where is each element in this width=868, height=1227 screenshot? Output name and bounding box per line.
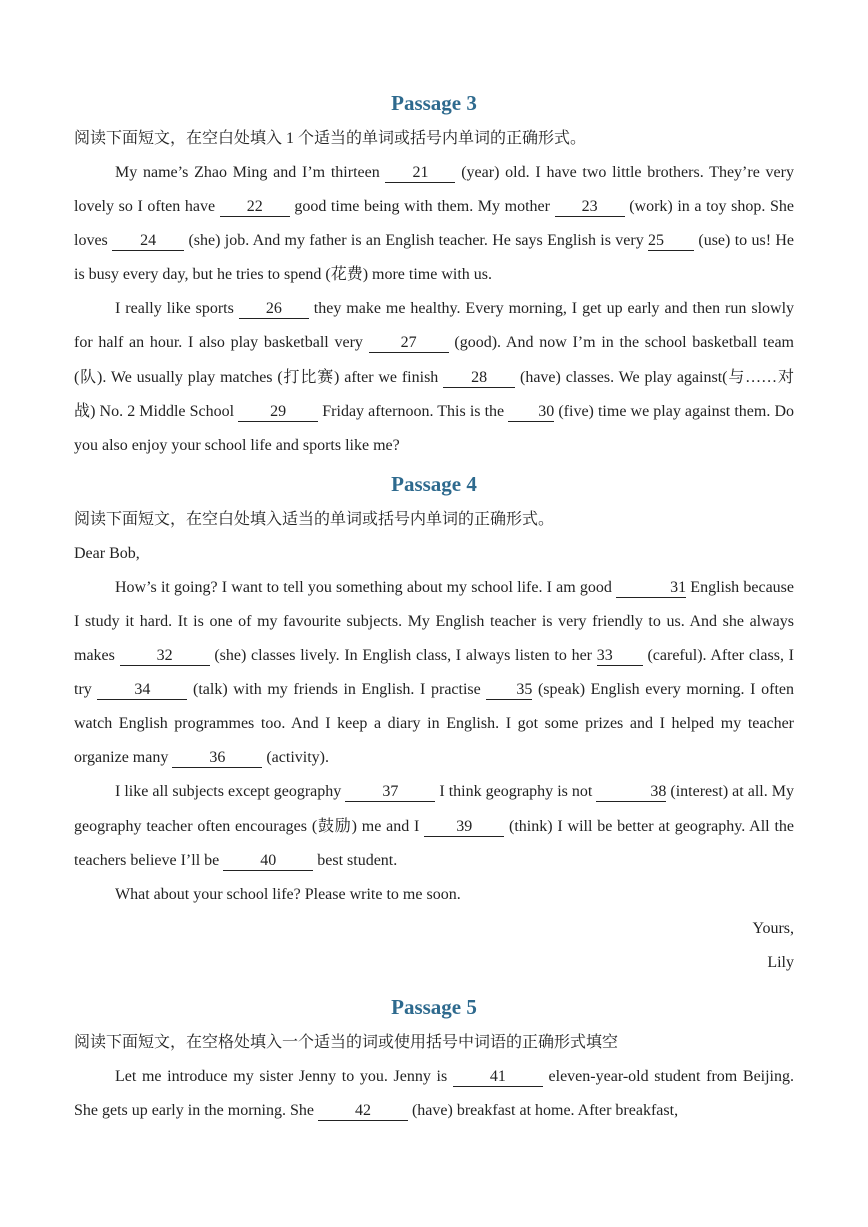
blank-41[interactable]: 41 — [453, 1067, 543, 1087]
worksheet-page — [74, 88, 794, 1128]
letter-greeting: Dear Bob, — [74, 544, 140, 562]
letter-signature: Lily — [767, 953, 794, 971]
blank-32[interactable]: 32 — [120, 646, 210, 666]
blank-37[interactable]: 37 — [345, 782, 435, 802]
blank-28[interactable]: 28 — [443, 368, 515, 388]
blank-29[interactable]: 29 — [238, 402, 318, 422]
passage-paragraph: I really like sports 26 they make me healthy. Every morning, I get up early and then run slowly for half an hour. I also play basketball very 27 (good). And now I’m in the school basketball team (队). We usually play matches (打比赛) after we finish 28 (have) classes. We play against(与……对战) No. 2 Middle School 29 Friday afternoon. This is the 30 (five) time we play against them. Do you also enjoy your school life and sports like me? — [74, 300, 795, 454]
blank-30[interactable]: 30 — [508, 402, 554, 422]
blank-35[interactable]: 35 — [486, 680, 532, 700]
blank-36[interactable]: 36 — [172, 748, 262, 768]
passage-paragraph: My name’s Zhao Ming and I’m thirteen 21 (year) old. I have two little brothers. They’re very lovely so I often have 22 good time being with them. My mother 23 (work) in a toy shop. She loves 24 (she) job. And my father is an English teacher. He says English is very 25 (use) to us! He is busy every day, but he tries to spend (花费) more time with us. — [74, 164, 795, 284]
passage-paragraph: What about your school life? Please write to me soon. — [115, 885, 461, 903]
blank-24[interactable]: 24 — [112, 231, 184, 251]
blank-42[interactable]: 42 — [318, 1101, 408, 1121]
blank-33[interactable]: 33 — [597, 646, 643, 666]
blank-38[interactable]: 38 — [596, 782, 666, 802]
blank-39[interactable]: 39 — [424, 817, 504, 837]
passage-instruction: 阅读下面短文，在空白处填入 1 个适当的单词或括号内单词的正确形式。 — [74, 130, 587, 147]
letter-closing: Yours, — [752, 919, 794, 937]
blank-34[interactable]: 34 — [97, 680, 187, 700]
blank-27[interactable]: 27 — [369, 333, 449, 353]
passage-title: Passage 5 — [391, 994, 477, 1019]
blank-21[interactable]: 21 — [385, 163, 455, 183]
passage-title: Passage 4 — [391, 471, 477, 496]
blank-40[interactable]: 40 — [223, 851, 313, 871]
passage-instruction: 阅读下面短文，在空格处填入一个适当的词或使用括号中词语的正确形式填空 — [74, 1033, 619, 1051]
passage-3 — [74, 88, 794, 463]
passage-4 — [74, 469, 794, 980]
blank-26[interactable]: 26 — [239, 299, 309, 319]
passage-title: Passage 3 — [391, 91, 477, 115]
passage-5 — [74, 992, 794, 1128]
blank-23[interactable]: 23 — [555, 197, 625, 217]
blank-22[interactable]: 22 — [220, 197, 290, 217]
blank-25[interactable]: 25 — [648, 231, 694, 251]
blank-31[interactable]: 31 — [616, 578, 686, 598]
passage-paragraph: I like all subjects except geography 37 I think geography is not 38 (interest) at all. My geography teacher often encourages (鼓励) me and I 39 (think) I will be better at geography. All the teachers believe I’ll be 40 best student. — [74, 783, 795, 869]
passage-instruction: 阅读下面短文，在空白处填入适当的单词或括号内单词的正确形式。 — [74, 510, 555, 528]
passage-paragraph: Let me introduce my sister Jenny to you. Jenny is 41 eleven-year-old student from Beijing. She gets up early in the morning. She 42 (have) breakfast at home. After breakfast, — [74, 1067, 795, 1119]
passage-paragraph: How’s it going? I want to tell you something about my school life. I am good 31 English because I study it hard. It is one of my favourite subjects. My English teacher is very friendly to us. And she always makes 32 (she) classes lively. In English class, I always listen to her 33 (careful). After class, I try 34 (talk) with my friends in English. I practise 35 (speak) English every morning. I often watch English programmes too. And I keep a diary in English. I got some prizes and I helped my teacher organize many 36 (activity). — [74, 578, 795, 767]
